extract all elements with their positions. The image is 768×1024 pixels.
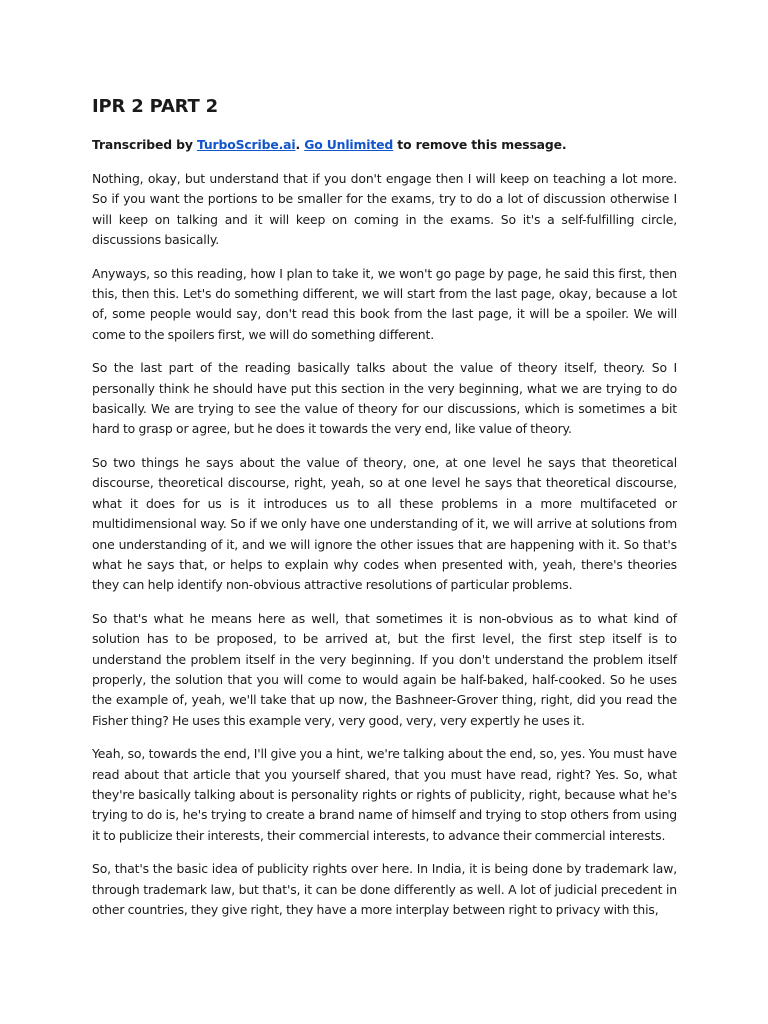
document-title: IPR 2 PART 2 bbox=[92, 96, 218, 117]
paragraph: Yeah, so, towards the end, I'll give you a hint, we're talking about the end, so, yes. You must have read about that article that you yourself shared, that you must have read, right? Yes. So, what they're basically talking about is personality rights or rights of publicity, right, because what he's trying to do is, he's trying to create a brand name of himself and trying to stop others from using it to publicize their interests, their commercial interests, to advance their commercial interests. bbox=[92, 746, 677, 843]
paragraph: So two things he says about the value of theory, one, at one level he says that theoretical discourse, theoretical discourse, right, yeah, so at one level he says that theoretical discourse, what it does for us is it introduces us to all these problems in a more multifaceted or multidimensional way. So if we only have one understanding of it, we will arrive at solutions from one understanding of it, and we will ignore the other issues that are happening with it. So that's what he says that, or helps to explain why codes when presented with, yeah, there's theories they can help identify non-obvious attractive resolutions of particular problems. bbox=[92, 454, 677, 593]
transcription-suffix: to remove this message. bbox=[393, 137, 567, 152]
paragraph: So that's what he means here as well, that sometimes it is non-obvious as to what kind of solution has to be proposed, to be arrived at, but the first level, the first step itself is to understand the problem itself in the very beginning. If you don't understand the problem itself properly, the solution that you will come to would again be half-baked, half-cooked. So he uses the example of, yeah, we'll take that up now, the Bashneer-Grover thing, right, did you read the Fisher thing? He uses this example very, very good, very, very expertly he uses it. bbox=[92, 610, 677, 728]
go-unlimited-link[interactable]: Go Unlimited bbox=[304, 137, 394, 152]
paragraph: So the last part of the reading basically talks about the value of theory itself, theory. So I personally think he should have put this section in the very beginning, what we are trying to do basically. We are trying to see the value of theory for our discussions, which is sometimes a bit hard to grasp or agree, but he does it towards the very end, like value of theory. bbox=[92, 360, 677, 437]
transcription-separator: . bbox=[295, 137, 305, 152]
transcription-notice bbox=[92, 135, 677, 155]
paragraph: Nothing, okay, but understand that if you don't engage then I will keep on teaching a lot more. So if you want the portions to be smaller for the exams, try to do a lot of discussion otherwise I will keep on talking and it will keep on coming in the exams. So it's a self-fulfilling circle, discussions basically. bbox=[92, 171, 677, 248]
paragraph: Anyways, so this reading, how I plan to take it, we won't go page by page, he said this first, then this, then this. Let's do something different, we will start from the last page, okay, because a lot of, some people would say, don't read this book from the last page, it will be a spoiler. We will come to the spoilers first, we will do something different. bbox=[92, 265, 677, 342]
turboscribe-link[interactable]: TurboScribe.ai bbox=[196, 137, 296, 152]
paragraph: So, that's the basic idea of publicity rights over here. In India, it is being done by trademark law, through trademark law, but that's, it can be done differently as well. A lot of judicial precedent in other countries, they give right, they have a more interplay between right to privacy with this, bbox=[92, 861, 677, 917]
document-page bbox=[92, 96, 677, 933]
transcription-prefix: Transcribed by bbox=[92, 137, 197, 152]
